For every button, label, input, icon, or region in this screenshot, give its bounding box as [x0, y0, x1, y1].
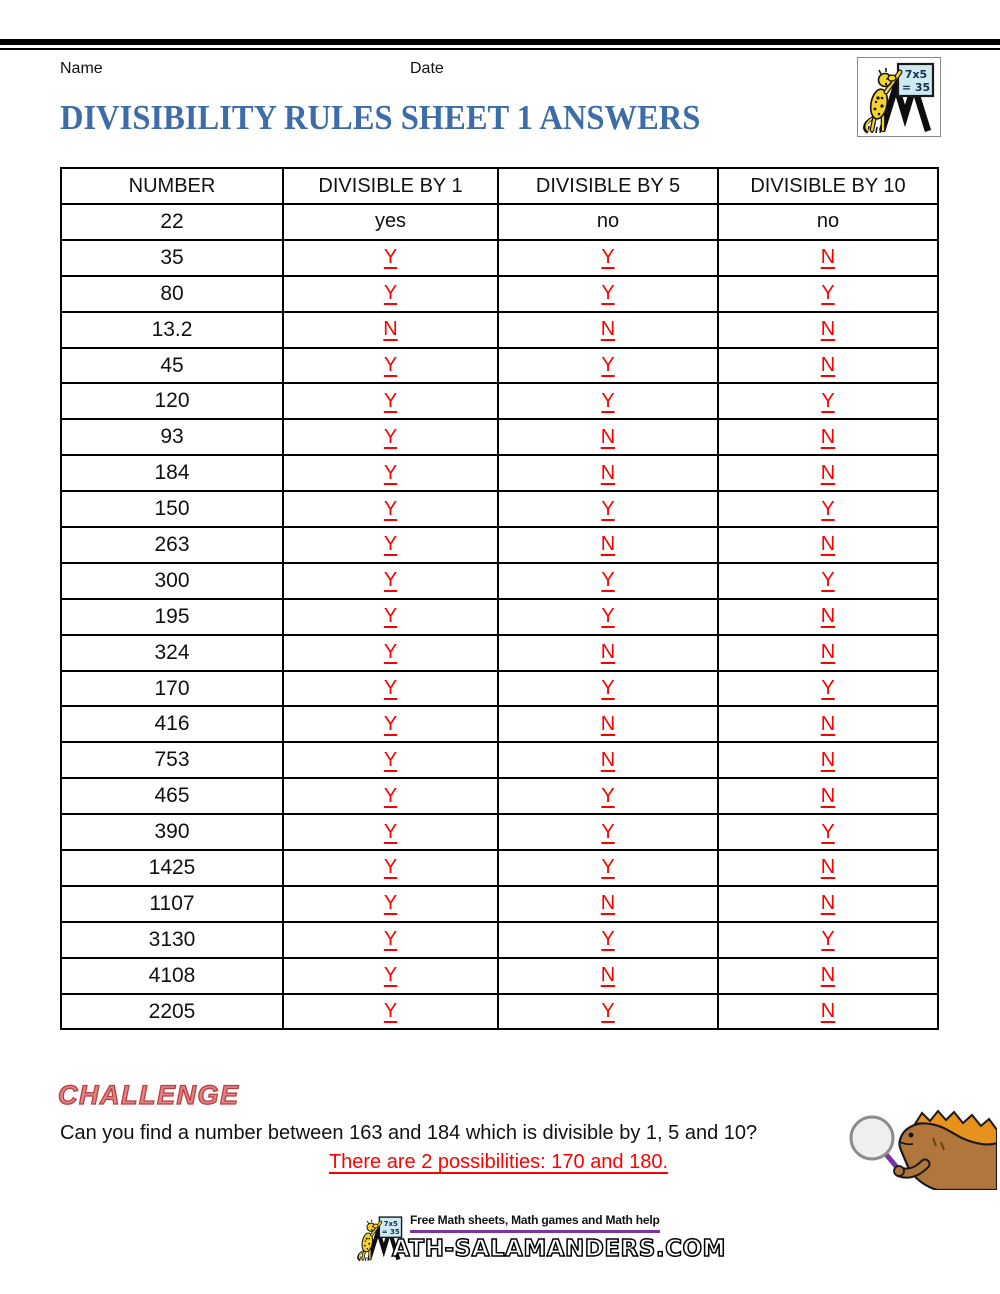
table-row	[61, 635, 938, 671]
answer-cell: Y	[283, 814, 498, 850]
answer-cell: Y	[718, 563, 938, 599]
answer-cell: Y	[283, 527, 498, 563]
answer-cell: Y	[283, 778, 498, 814]
number-cell: 753	[61, 742, 283, 778]
answer-cell: N	[498, 527, 718, 563]
answer-cell: Y	[718, 383, 938, 419]
table-header-row	[61, 168, 938, 204]
table-row	[61, 922, 938, 958]
answer-cell: N	[498, 635, 718, 671]
answer-cell: no	[718, 204, 938, 240]
number-cell: 4108	[61, 958, 283, 994]
answer-cell: N	[498, 455, 718, 491]
answer-cell: Y	[498, 814, 718, 850]
table-row	[61, 599, 938, 635]
table-row	[61, 958, 938, 994]
answer-cell: Y	[498, 563, 718, 599]
number-cell: 3130	[61, 922, 283, 958]
magnifier-glass	[851, 1117, 893, 1159]
answer-cell: no	[498, 204, 718, 240]
name-label: Name	[60, 60, 103, 77]
answer-cell: yes	[283, 204, 498, 240]
answer-cell: Y	[498, 671, 718, 707]
answer-cell: N	[718, 886, 938, 922]
top-rule-thin	[0, 48, 1000, 50]
answer-cell: N	[498, 742, 718, 778]
table-row	[61, 312, 938, 348]
table-row	[61, 240, 938, 276]
answer-cell: N	[718, 742, 938, 778]
salamander-magnifier-icon	[845, 1100, 997, 1190]
answer-cell: Y	[498, 240, 718, 276]
answer-cell: N	[283, 312, 498, 348]
answer-cell: Y	[283, 850, 498, 886]
table-row	[61, 706, 938, 742]
number-cell: 45	[61, 348, 283, 384]
table-row	[61, 276, 938, 312]
answer-cell: Y	[498, 348, 718, 384]
number-cell: 2205	[61, 994, 283, 1030]
answer-cell: Y	[718, 276, 938, 312]
table-row	[61, 563, 938, 599]
answer-cell: Y	[718, 491, 938, 527]
answer-cell: Y	[498, 383, 718, 419]
number-cell: 170	[61, 671, 283, 707]
divisibility-table	[60, 167, 939, 1030]
page-title: DIVISIBILITY RULES SHEET 1 ANSWERS	[60, 98, 701, 137]
answer-cell: Y	[718, 814, 938, 850]
answer-cell: Y	[283, 706, 498, 742]
lizard-body	[894, 1111, 997, 1190]
answer-cell: Y	[283, 276, 498, 312]
number-cell: 465	[61, 778, 283, 814]
answer-cell: Y	[283, 958, 498, 994]
answer-cell: N	[498, 958, 718, 994]
answer-cell: Y	[498, 994, 718, 1030]
table-row	[61, 419, 938, 455]
col-header-number: NUMBER	[61, 168, 283, 204]
answer-cell: Y	[283, 599, 498, 635]
answer-cell: N	[718, 850, 938, 886]
table-row	[61, 742, 938, 778]
answer-cell: N	[718, 994, 938, 1030]
answer-cell: N	[718, 312, 938, 348]
footer-tagline: Free Math sheets, Math games and Math help	[410, 1213, 660, 1233]
number-cell: 80	[61, 276, 283, 312]
col-header-divisible-by-1: DIVISIBLE BY 1	[283, 168, 498, 204]
table-row	[61, 994, 938, 1030]
answer-cell: Y	[283, 742, 498, 778]
answer-cell: N	[718, 240, 938, 276]
table-row	[61, 814, 938, 850]
board-equation-line2: = 35	[901, 81, 931, 94]
challenge-answer: There are 2 possibilities: 170 and 180.	[328, 1151, 669, 1173]
number-cell: 150	[61, 491, 283, 527]
table-row	[61, 671, 938, 707]
number-cell: 263	[61, 527, 283, 563]
answer-cell: Y	[283, 491, 498, 527]
answer-cell: Y	[498, 850, 718, 886]
math-salamanders-logo	[857, 57, 941, 137]
number-cell: 22	[61, 204, 283, 240]
answer-cell: Y	[283, 886, 498, 922]
number-cell: 35	[61, 240, 283, 276]
number-cell: 93	[61, 419, 283, 455]
answer-cell: N	[498, 312, 718, 348]
date-label: Date	[410, 60, 444, 77]
answer-cell: N	[718, 958, 938, 994]
challenge-question: Can you find a number between 163 and 184 which is divisible by 1, 5 and 10?	[60, 1122, 758, 1144]
answer-cell: Y	[498, 276, 718, 312]
number-cell: 1107	[61, 886, 283, 922]
answer-cell: Y	[718, 671, 938, 707]
number-cell: 390	[61, 814, 283, 850]
answer-cell: Y	[498, 491, 718, 527]
answer-cell: N	[498, 886, 718, 922]
answer-cell: Y	[283, 922, 498, 958]
answer-cell: Y	[283, 419, 498, 455]
footer-site-wordmark: ATH-SALAMANDERS.COM	[392, 1236, 726, 1262]
answer-cell: Y	[283, 455, 498, 491]
answer-cell: N	[718, 455, 938, 491]
answer-cell: N	[498, 419, 718, 455]
col-header-divisible-by-5: DIVISIBLE BY 5	[498, 168, 718, 204]
answer-cell: Y	[498, 778, 718, 814]
answer-cell: N	[498, 706, 718, 742]
answer-cell: Y	[283, 348, 498, 384]
number-cell: 195	[61, 599, 283, 635]
answer-cell: N	[718, 599, 938, 635]
answer-cell: Y	[498, 922, 718, 958]
number-cell: 1425	[61, 850, 283, 886]
answer-cell: Y	[283, 671, 498, 707]
answer-cell: Y	[283, 563, 498, 599]
table-row	[61, 455, 938, 491]
top-rule-thick	[0, 39, 1000, 45]
answer-cell: Y	[283, 635, 498, 671]
number-cell: 184	[61, 455, 283, 491]
challenge-heading: CHALLENGE	[58, 1080, 240, 1110]
number-cell: 120	[61, 383, 283, 419]
number-cell: 416	[61, 706, 283, 742]
answer-cell: Y	[283, 240, 498, 276]
board-equation-line1: 7x5	[904, 68, 928, 81]
answer-cell: N	[718, 527, 938, 563]
answer-cell: N	[718, 635, 938, 671]
answer-cell: N	[718, 706, 938, 742]
table-row	[61, 348, 938, 384]
table-row	[61, 383, 938, 419]
salamander-easel-icon	[858, 58, 940, 136]
answer-cell: N	[718, 419, 938, 455]
table-row	[61, 491, 938, 527]
col-header-divisible-by-10: DIVISIBLE BY 10	[718, 168, 938, 204]
footer	[0, 1210, 1000, 1272]
answer-cell: Y	[283, 994, 498, 1030]
answer-cell: Y	[718, 922, 938, 958]
answer-cell: Y	[498, 599, 718, 635]
number-cell: 324	[61, 635, 283, 671]
number-cell: 300	[61, 563, 283, 599]
number-cell: 13.2	[61, 312, 283, 348]
table-row	[61, 527, 938, 563]
table-row	[61, 886, 938, 922]
answer-cell: N	[718, 348, 938, 384]
answer-cell: Y	[283, 383, 498, 419]
table-row	[61, 778, 938, 814]
answer-cell: N	[718, 778, 938, 814]
table-row	[61, 850, 938, 886]
table-row-example	[61, 204, 938, 240]
